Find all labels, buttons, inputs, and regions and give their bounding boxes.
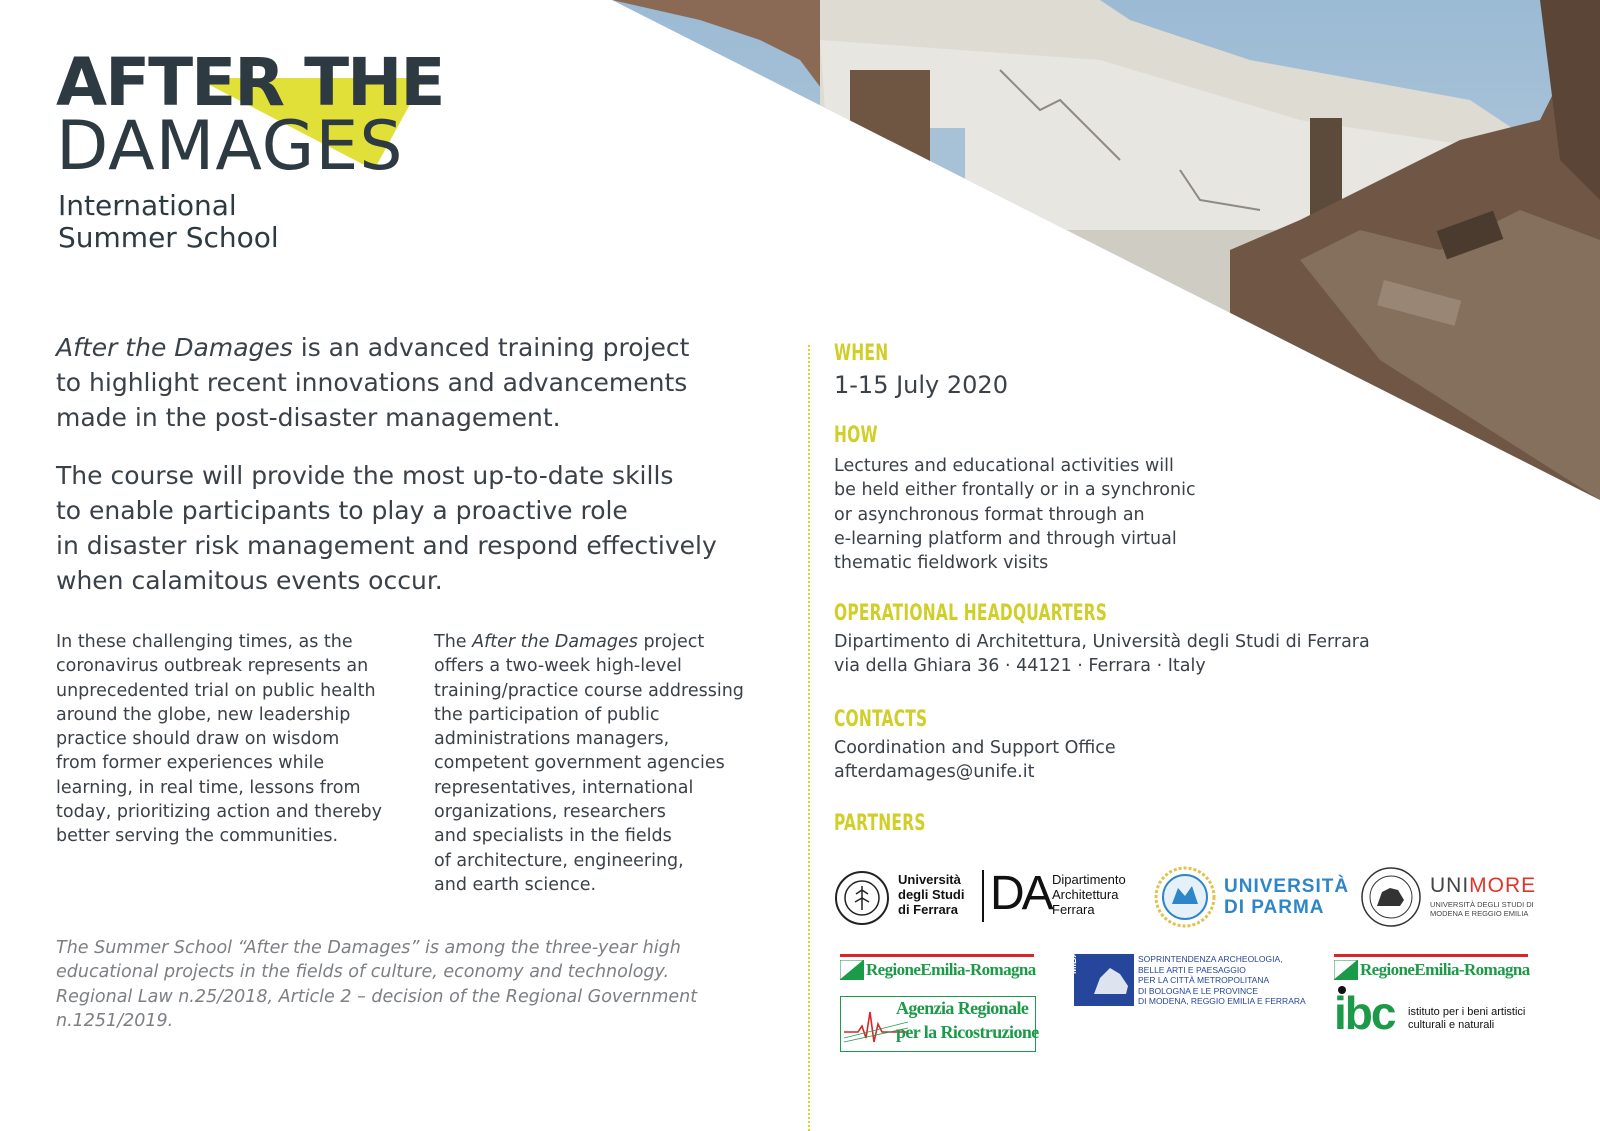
body-line: today, prioritizing action and thereby: [56, 802, 383, 823]
hq-text: [834, 630, 1370, 679]
body-line: around the globe, new leadership: [56, 704, 351, 725]
brand-subtitle-line1: International: [58, 189, 237, 222]
mibact-emblem-icon: [1090, 960, 1134, 1000]
footnote-line: educational projects in the fields of culture, economy and technology.: [56, 962, 670, 983]
brand-title-line2: DAMAGES: [56, 107, 404, 186]
parma-seal-icon: [1154, 866, 1216, 928]
soprintendenza-line: BELLE ARTI E PAESAGGIO: [1138, 964, 1246, 975]
body-line: In these challenging times, as the: [56, 632, 353, 652]
body-line: of architecture, engineering,: [434, 850, 684, 871]
body-line: organizations, researchers: [434, 802, 666, 823]
contacts-label: CONTACTS: [834, 707, 928, 732]
how-line: or asynchronous format through an: [834, 504, 1145, 525]
column-divider: [808, 345, 810, 1131]
footnote-line: Regional Law n.25/2018, Article 2 – decision of the Regional Government: [56, 986, 698, 1007]
unimore-sub: [1430, 900, 1534, 918]
contacts-line: Coordination and Support Office: [834, 738, 1116, 758]
da-line: Architettura: [1052, 887, 1119, 902]
partners-label: PARTNERS: [834, 811, 926, 836]
intro-text: to highlight recent innovations and advancements: [56, 368, 688, 397]
body-line: and specialists in the fields: [434, 826, 672, 847]
when-label: WHEN: [834, 341, 889, 366]
intro-text: made in the post-disaster management.: [56, 403, 561, 432]
unife-da-logo: [834, 868, 1134, 928]
body-line: unprecedented trial on public health: [56, 680, 376, 701]
rer-red-bar: [840, 954, 1034, 957]
body-line: representatives, international: [434, 777, 694, 798]
intro-paragraph-2: [56, 458, 776, 598]
contact-email-link[interactable]: afterdamages@unife.it: [834, 762, 1035, 783]
unimore-more: MORE: [1469, 874, 1537, 897]
intro-paragraph-1: [56, 330, 776, 435]
unife-divider: [982, 870, 984, 922]
ibc-line: culturali e naturali: [1408, 1019, 1495, 1031]
unimore-seal-icon: [1360, 866, 1422, 928]
unife-seal-icon: [834, 870, 890, 926]
intro-italic-title: After the Damages: [56, 333, 293, 362]
ibc-line: istituto per i beni artistici: [1408, 1006, 1526, 1018]
unimore-sub-line: UNIVERSITÀ DEGLI STUDI DI: [1430, 900, 1534, 909]
body-line: better serving the communities.: [56, 826, 339, 847]
how-line: be held either frontally or in a synchronic: [834, 480, 1196, 501]
intro-text: when calamitous events occur.: [56, 566, 443, 595]
unimore-logo: [1360, 866, 1560, 930]
agenzia-name: [896, 996, 1039, 1044]
rer-flag-icon: [840, 960, 864, 980]
soprintendenza-line: DI BOLOGNA E LE PROVINCE: [1138, 985, 1258, 996]
how-line: e-learning platform and through virtual: [834, 528, 1177, 549]
footnote-line: n.1251/2019.: [56, 1010, 174, 1031]
soprintendenza-line: SOPRINTENDENZA ARCHEOLOGIA,: [1138, 954, 1283, 964]
intro-text: is an advanced training project: [292, 333, 690, 362]
parma-name: [1224, 876, 1349, 918]
brand-title-line1: AFTER THE: [56, 44, 444, 121]
da-name: [1052, 872, 1126, 917]
soprintendenza-name: [1138, 954, 1306, 1007]
body-line: competent government agencies: [434, 753, 725, 774]
rer-name-1: RegioneEmilia-Romagna: [866, 960, 1036, 979]
body-line: practice should draw on wisdom: [56, 729, 340, 750]
body-line: the participation of public: [434, 704, 660, 725]
hq-line: via della Ghiara 36 · 44121 · Ferrara · Italy: [834, 656, 1206, 677]
ibc-mark: ibc: [1334, 987, 1395, 1039]
rer-red-bar-2: [1334, 954, 1528, 957]
unife-line: di Ferrara: [898, 902, 958, 917]
body-line: offers a two-week high-level: [434, 656, 682, 677]
intro-text: in disaster risk management and respond effectively: [56, 531, 717, 560]
how-line: Lectures and educational activities will: [834, 456, 1174, 476]
hq-line: Dipartimento di Architettura, Università degli Studi di Ferrara: [834, 632, 1370, 652]
agenzia-line: per la Ricostruzione: [896, 1022, 1039, 1042]
da-line: Ferrara: [1052, 902, 1095, 917]
body-line: administrations managers,: [434, 729, 670, 750]
body-line: coronavirus outbreak represents an: [56, 656, 369, 677]
unimore-name: [1430, 874, 1536, 898]
soprintendenza-line: DI MODENA, REGGIO EMILIA E FERRARA: [1138, 996, 1306, 1006]
contacts-text: [834, 736, 1116, 785]
unife-line: Università: [898, 872, 961, 887]
unimore-sub-line: MODENA E REGGIO EMILIA: [1430, 909, 1529, 918]
rer-name-2: RegioneEmilia-Romagna: [1360, 960, 1530, 979]
mibact-text: MiBACT: [1068, 939, 1078, 974]
hq-label: OPERATIONAL HEADQUARTERS: [834, 601, 1108, 626]
body-line: training/practice course addressing: [434, 680, 744, 701]
parma-logo: [1154, 866, 1350, 930]
how-text: [834, 454, 1196, 575]
body-line: and earth science.: [434, 874, 597, 895]
how-line: thematic fieldwork visits: [834, 553, 1049, 574]
rer-flag-icon-2: [1334, 960, 1358, 980]
body-text: The: [434, 632, 473, 652]
da-line: Dipartimento: [1052, 872, 1126, 887]
body-italic: After the Damages: [472, 632, 638, 652]
brand-logo: [56, 44, 444, 260]
da-mark: DA: [990, 867, 1051, 920]
agenzia-line: Agenzia Regionale: [896, 998, 1029, 1018]
intro-text: The course will provide the most up-to-date skills: [56, 461, 674, 490]
body-line: learning, in real time, lessons from: [56, 777, 361, 798]
parma-line: DI PARMA: [1224, 897, 1325, 918]
regione-ibc-logo: [1334, 954, 1534, 1044]
how-label: HOW: [834, 423, 878, 448]
unimore-uni: UNI: [1430, 874, 1470, 897]
footnote: [56, 936, 697, 1033]
brand-subtitle-line2: Summer School: [58, 221, 279, 254]
unife-name: [898, 872, 964, 917]
unife-line: degli Studi: [898, 887, 965, 902]
body-line: [434, 630, 744, 654]
body-text: project: [637, 632, 705, 652]
soprintendenza-line: PER LA CITTÀ METROPOLITANA: [1138, 975, 1270, 985]
body-column-1: [56, 630, 382, 849]
footnote-line: The Summer School “After the Damages” is among the three-year high: [56, 938, 681, 958]
regione-agenzia-logo: [840, 954, 1040, 1054]
ibc-name: [1408, 1006, 1525, 1032]
brand-subtitle: [58, 190, 279, 254]
soprintendenza-logo: [1068, 939, 1306, 1008]
body-column-2: [434, 630, 744, 897]
body-line: from former experiences while: [56, 753, 325, 774]
intro-text: to enable participants to play a proactive role: [56, 496, 628, 525]
parma-line: UNIVERSITÀ: [1224, 876, 1350, 897]
when-value: 1-15 July 2020: [834, 371, 1008, 399]
